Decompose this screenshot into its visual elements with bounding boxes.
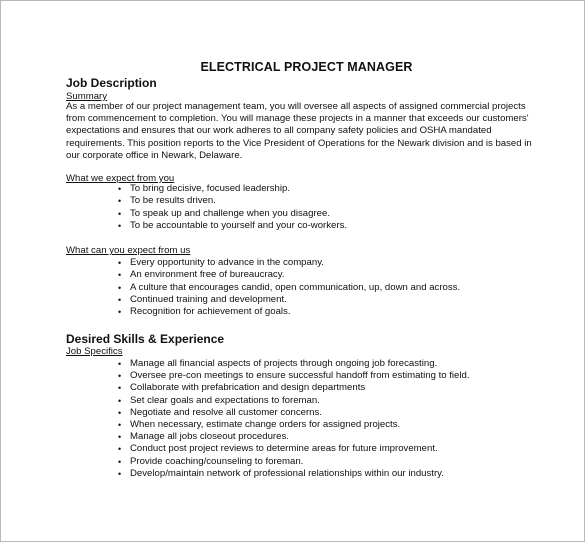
- list-item: [117, 257, 460, 269]
- list-item-text: Manage all financial aspects of projects through ongoing job forecasting.: [130, 358, 438, 369]
- list-item-text: Provide coaching/counseling to foreman.: [130, 455, 304, 467]
- bullet-icon: •: [118, 282, 122, 293]
- list-item: [117, 395, 470, 407]
- list-item-text: Every opportunity to advance in the company.: [130, 257, 324, 268]
- bullet-icon: •: [118, 359, 122, 369]
- list-item-text: Manage all jobs closeout procedures.: [130, 431, 289, 443]
- desired-skills-heading: Desired Skills & Experience: [66, 332, 225, 346]
- list-item-text: When necessary, estimate change orders for assigned projects.: [130, 418, 401, 430]
- list-item-text: Recognition for achievement of goals.: [130, 306, 291, 318]
- list-item: [117, 419, 470, 431]
- list-item: [117, 407, 470, 419]
- bullet-icon: •: [118, 307, 122, 318]
- list-item: [117, 269, 460, 281]
- expect-from-you-label: What we expect from you: [66, 173, 175, 184]
- list-item: [117, 306, 460, 318]
- list-item: [117, 183, 347, 195]
- list-item: [117, 431, 470, 443]
- expect-from-you-list: [117, 183, 347, 232]
- bullet-icon: •: [118, 456, 122, 467]
- list-item-text: Develop/maintain network of professional relationships within our industry.: [130, 467, 444, 479]
- list-item: [117, 456, 470, 468]
- list-item: [117, 220, 347, 232]
- list-item: [117, 382, 470, 394]
- bullet-icon: •: [118, 383, 122, 394]
- list-item-text: To speak up and challenge when you disagree.: [130, 207, 331, 219]
- bullet-icon: •: [118, 258, 122, 268]
- bullet-icon: •: [118, 196, 122, 207]
- bullet-icon: •: [118, 395, 122, 406]
- list-item: [117, 294, 460, 306]
- list-item-text: A culture that encourages candid, open communication, up, down and across.: [130, 281, 461, 293]
- bullet-icon: •: [118, 371, 122, 382]
- summary-paragraph: As a member of our project management team, you will oversee all aspects of assigned commercial projects from commencement to completion. You will manage these projects in a manner that exceeds our customers' expectations and ensures that our work adheres to all company safety policies and OSHA mandated requirements. This position reports to the Vice President of Operations for the Newark division and is based in our corporate office in Newark, Delaware.: [66, 101, 532, 161]
- job-specifics-label: Job Specifics: [66, 346, 123, 357]
- bullet-icon: •: [118, 294, 122, 305]
- list-item: [117, 208, 347, 220]
- bullet-icon: •: [118, 220, 122, 231]
- bullet-icon: •: [118, 468, 122, 479]
- job-description-heading: Job Description: [66, 76, 157, 90]
- expect-from-us-list: [117, 257, 460, 318]
- bullet-icon: •: [118, 270, 122, 281]
- bullet-icon: •: [118, 432, 122, 443]
- list-item-text: To be results driven.: [130, 195, 216, 207]
- list-item: [117, 358, 470, 370]
- list-item-text: An environment free of bureaucracy.: [130, 269, 285, 281]
- list-item-text: Collaborate with prefabrication and design departments: [130, 382, 366, 394]
- bullet-icon: •: [118, 184, 122, 194]
- list-item: [117, 195, 347, 207]
- bullet-icon: •: [118, 444, 122, 455]
- expect-from-us-label: What can you expect from us: [66, 245, 191, 256]
- list-item-text: Negotiate and resolve all customer concerns.: [130, 406, 322, 418]
- list-item: [117, 443, 470, 455]
- job-specifics-list: [117, 358, 470, 480]
- list-item: [117, 370, 470, 382]
- list-item-text: To be accountable to yourself and your co-workers.: [130, 219, 348, 231]
- bullet-icon: •: [118, 419, 122, 430]
- list-item-text: Continued training and development.: [130, 293, 287, 305]
- list-item: [117, 468, 470, 480]
- list-item-text: Set clear goals and expectations to foreman.: [130, 394, 320, 406]
- summary-label: Summary: [66, 91, 108, 102]
- list-item-text: Conduct post project reviews to determine areas for future improvement.: [130, 443, 438, 455]
- bullet-icon: •: [118, 208, 122, 219]
- list-item-text: Oversee pre-con meetings to ensure successful handoff from estimating to field.: [130, 370, 470, 382]
- document-title: ELECTRICAL PROJECT MANAGER: [200, 60, 413, 74]
- list-item-text: To bring decisive, focused leadership.: [130, 183, 290, 194]
- bullet-icon: •: [118, 407, 122, 418]
- list-item: [117, 282, 460, 294]
